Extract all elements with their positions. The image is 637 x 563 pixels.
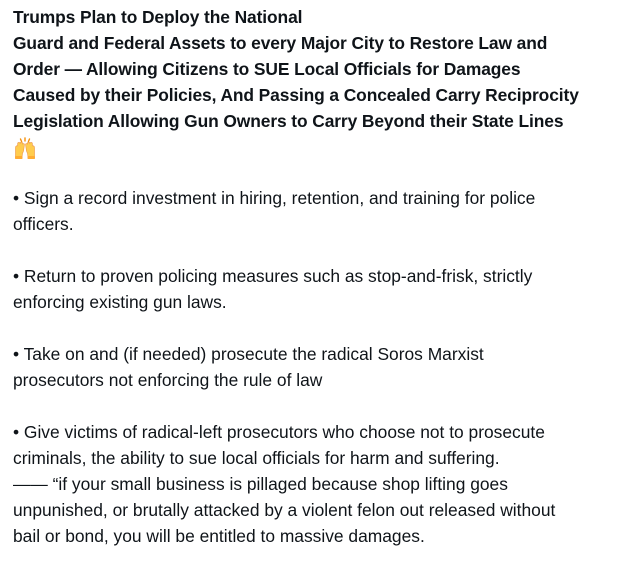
headline-line: Trumps Plan to Deploy the National (13, 7, 303, 27)
bullet-point (13, 419, 629, 549)
bullet-line: • Return to proven policing measures such as stop-and-frisk, strictly (13, 266, 533, 286)
bullet-line: • Take on and (if needed) prosecute the radical Soros Marxist (13, 344, 484, 364)
headline-line: Guard and Federal Assets to every Major City to Restore Law and (13, 33, 548, 53)
bullet-line: unpunished, or brutally attacked by a violent felon out released without (13, 500, 556, 520)
bullet-line: —— “if your small business is pillaged because shop lifting goes (13, 474, 508, 494)
bullet-line: officers. (13, 214, 74, 234)
bullet-line: criminals, the ability to sue local officials for harm and suffering. (13, 448, 500, 468)
bullet-point (13, 185, 629, 237)
post-bullets (13, 185, 629, 549)
post-headline (13, 4, 629, 134)
bullet-line: bail or bond, you will be entitled to massive damages. (13, 526, 425, 546)
headline-line: Order — Allowing Citizens to SUE Local Officials for Damages (13, 59, 521, 79)
bullet-point (13, 341, 629, 393)
bullet-line: enforcing existing gun laws. (13, 292, 227, 312)
bullet-point (13, 263, 629, 315)
bullet-line: • Sign a record investment in hiring, retention, and training for police (13, 188, 536, 208)
bullet-line: • Give victims of radical-left prosecutors who choose not to prosecute (13, 422, 545, 442)
headline-line: Legislation Allowing Gun Owners to Carry Beyond their State Lines (13, 111, 564, 131)
bullet-line: prosecutors not enforcing the rule of law (13, 370, 323, 390)
raising-hands-icon (13, 135, 629, 161)
headline-line: Caused by their Policies, And Passing a Concealed Carry Reciprocity (13, 85, 579, 105)
